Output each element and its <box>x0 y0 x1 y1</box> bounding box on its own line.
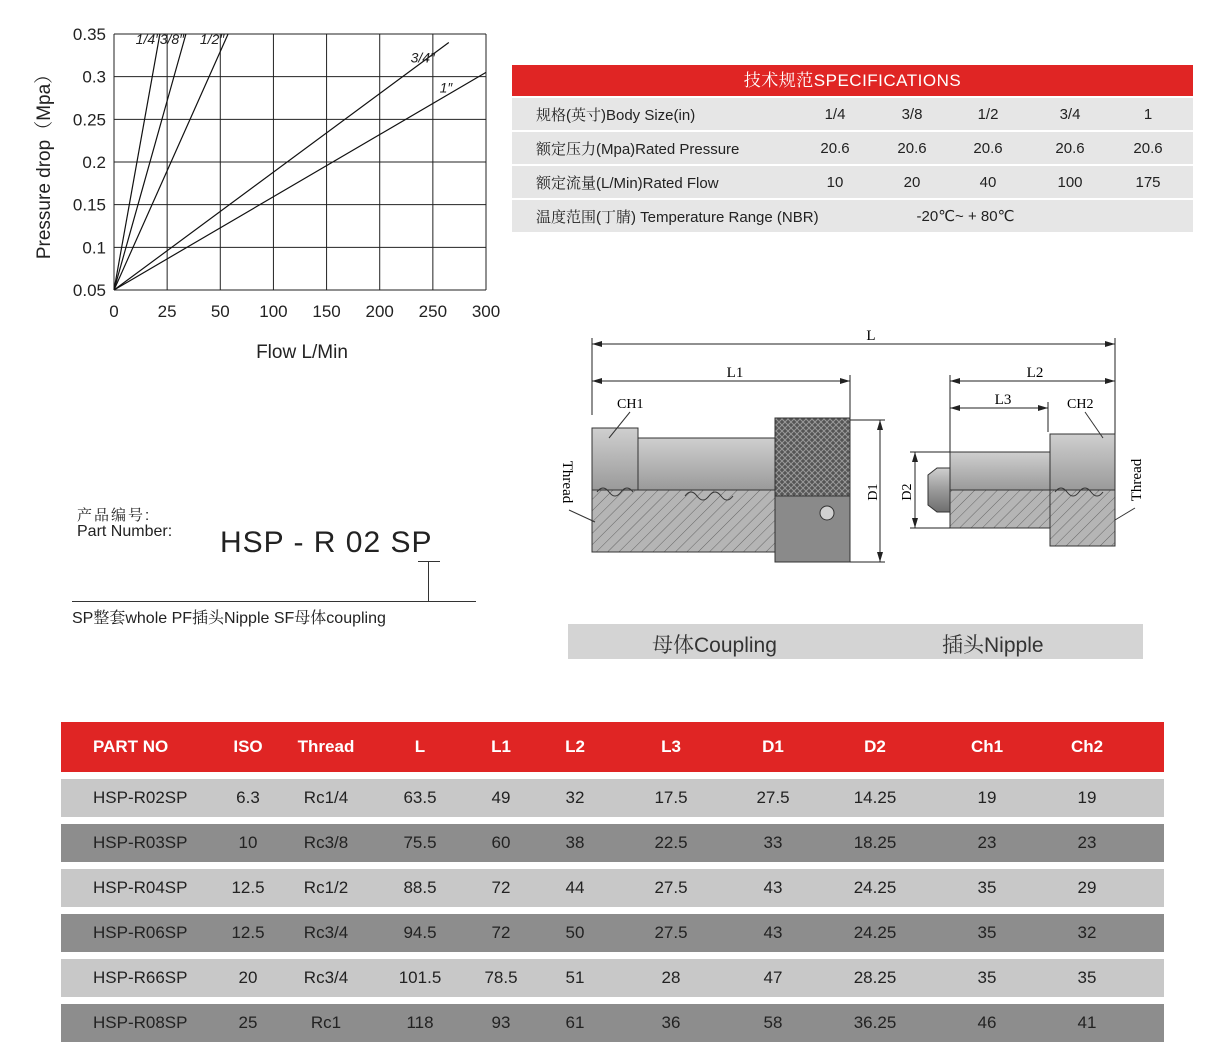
spec-temp-label: 温度范围(丁腈) Temperature Range (NBR) <box>536 208 819 226</box>
table-cell: 19 <box>1077 788 1097 807</box>
y-tick-label: 0.1 <box>82 238 106 258</box>
code-divider-line <box>72 601 476 602</box>
series-label: 1″ <box>439 79 453 96</box>
spec-value: 175 <box>1135 173 1161 191</box>
table-cell: 29 <box>1077 878 1097 897</box>
y-tick-label: 0.35 <box>72 25 106 44</box>
header-cell: D2 <box>864 737 886 756</box>
code-pointer-line <box>428 561 429 601</box>
drawing-svg <box>545 320 1165 590</box>
table-cell: Rc1/2 <box>303 878 349 897</box>
table-row <box>61 914 1164 952</box>
table-cell: 50 <box>565 923 585 942</box>
dim-L-label: L <box>866 328 876 344</box>
spec-value: 1 <box>1143 105 1153 123</box>
table-cell: 24.25 <box>853 923 897 942</box>
coupling-body <box>592 397 850 562</box>
parts-table-header <box>61 722 1164 772</box>
table-cell: 32 <box>565 788 585 807</box>
table-cell: 14.25 <box>853 788 897 807</box>
spec-row-temperature <box>512 200 1193 232</box>
header-cell: L <box>414 737 426 756</box>
series-label: 1/4″ <box>135 31 161 47</box>
table-cell: 78.5 <box>484 968 518 987</box>
x-tick-label: 300 <box>471 302 501 321</box>
spec-row <box>512 132 1193 164</box>
series-label: 1/2″ <box>199 31 225 47</box>
table-cell: 43 <box>763 923 783 942</box>
series-label: 3/8″ <box>159 31 185 47</box>
spec-value: 20.6 <box>897 139 927 157</box>
dim-L2-label: L2 <box>1026 365 1044 381</box>
spec-value: 100 <box>1057 173 1083 191</box>
caption-coupling: 母体Coupling <box>652 634 777 657</box>
thread-label-left: Thread <box>559 460 575 504</box>
table-cell: 25 <box>238 1013 258 1032</box>
series-line <box>114 43 449 290</box>
part-no-cell: HSP-R06SP <box>93 923 188 942</box>
part-no-cell: HSP-R04SP <box>93 878 188 897</box>
x-tick-label: 25 <box>157 302 177 321</box>
table-cell: Rc3/4 <box>303 968 349 987</box>
table-cell: Rc1 <box>310 1013 342 1032</box>
header-cell: D1 <box>762 737 784 756</box>
table-cell: 94.5 <box>403 923 437 942</box>
table-row <box>61 869 1164 907</box>
parts-table <box>61 722 1164 1042</box>
table-cell: 27.5 <box>654 923 688 942</box>
part-number-suffix-legend: SP整套whole PF插头Nipple SF母体coupling <box>72 610 386 627</box>
spec-row-label: 额定流量(L/Min)Rated Flow <box>536 174 719 192</box>
dim-D1 <box>850 420 885 562</box>
spec-row-label: 额定压力(Mpa)Rated Pressure <box>536 140 740 158</box>
x-tick-label: 250 <box>418 302 448 321</box>
dim-L1-label: L1 <box>726 365 744 381</box>
table-cell: 22.5 <box>654 833 688 852</box>
spec-title: 技术规范SPECIFICATIONS <box>512 65 1193 96</box>
chart-svg <box>0 0 520 380</box>
table-cell: 6.3 <box>236 788 260 807</box>
spec-row-label: 规格(英寸)Body Size(in) <box>536 106 696 124</box>
caption-nipple: 插头Nipple <box>942 634 1044 657</box>
part-no-cell: HSP-R02SP <box>93 788 188 807</box>
y-tick-label: 0.15 <box>72 195 106 215</box>
table-cell: 41 <box>1077 1013 1097 1032</box>
thread-label-right: Thread <box>1129 458 1145 502</box>
x-axis-label: Flow L/Min <box>256 342 348 363</box>
table-cell: 101.5 <box>398 968 442 987</box>
code-tick <box>418 561 440 562</box>
header-cell: Ch1 <box>970 737 1004 756</box>
table-row <box>61 779 1164 817</box>
dim-L3 <box>950 392 1048 432</box>
x-tick-label: 100 <box>259 302 288 321</box>
ch2-label: CH2 <box>1067 397 1094 412</box>
table-cell: 28 <box>661 968 681 987</box>
y-axis-label: Pressure drop（Mpa） <box>34 64 55 260</box>
table-row <box>61 824 1164 862</box>
part-no-cell: HSP-R66SP <box>93 968 188 987</box>
table-cell: 27.5 <box>756 788 790 807</box>
table-row <box>61 959 1164 997</box>
table-cell: Rc3/4 <box>303 923 349 942</box>
table-cell: 24.25 <box>853 878 897 897</box>
spec-value: 1/4 <box>824 105 846 123</box>
table-cell: 12.5 <box>231 923 265 942</box>
series-line <box>114 72 486 290</box>
spec-value: 10 <box>826 173 844 191</box>
table-cell: 17.5 <box>654 788 688 807</box>
table-cell: 72 <box>491 923 511 942</box>
table-cell: 75.5 <box>403 833 437 852</box>
table-cell: 35 <box>977 878 997 897</box>
part-number-label-en: Part Number: <box>77 523 173 540</box>
header-cell: ISO <box>233 737 263 756</box>
table-cell: 35 <box>977 923 997 942</box>
spec-value: 20.6 <box>820 139 850 157</box>
specifications-table <box>512 65 1193 232</box>
table-cell: 93 <box>491 1013 511 1032</box>
table-cell: 61 <box>565 1013 585 1032</box>
table-cell: 36.25 <box>853 1013 897 1032</box>
spec-value: 20.6 <box>1055 139 1085 157</box>
x-tick-label: 150 <box>312 302 341 321</box>
x-tick-label: 0 <box>109 302 119 321</box>
nipple-body <box>928 397 1115 546</box>
table-cell: 44 <box>565 878 585 897</box>
part-number-legend <box>72 500 492 630</box>
table-cell: 35 <box>977 968 997 987</box>
spec-value: 20.6 <box>1133 139 1163 157</box>
table-cell: 47 <box>763 968 783 987</box>
dim-D1-label: D1 <box>866 483 881 501</box>
spec-row <box>512 98 1193 130</box>
series-label: 3/4″ <box>410 49 436 66</box>
table-cell: 38 <box>565 833 585 852</box>
y-tick-label: 0.3 <box>82 67 106 87</box>
part-number-label-cn: 产品编号: <box>77 507 152 524</box>
header-cell: PART NO <box>93 737 169 756</box>
coupling-drawing <box>545 320 1165 590</box>
header-cell: L1 <box>491 737 511 756</box>
table-cell: 19 <box>977 788 997 807</box>
table-cell: 35 <box>1077 968 1097 987</box>
pressure-drop-chart <box>0 0 520 380</box>
table-cell: 12.5 <box>231 878 265 897</box>
table-cell: 10 <box>238 833 258 852</box>
table-cell: 33 <box>763 833 783 852</box>
table-row <box>61 1004 1164 1042</box>
table-cell: 60 <box>491 833 511 852</box>
table-cell: Rc3/8 <box>303 833 349 852</box>
spec-value: 20.6 <box>973 139 1003 157</box>
spec-value: 3/4 <box>1059 105 1081 123</box>
table-cell: 118 <box>406 1013 434 1032</box>
spec-value: 20 <box>903 173 921 191</box>
table-cell: 36 <box>661 1013 681 1032</box>
y-tick-label: 0.2 <box>82 153 106 172</box>
table-cell: 32 <box>1077 923 1097 942</box>
spec-value: 1/2 <box>977 105 999 123</box>
table-cell: 88.5 <box>403 878 437 897</box>
dim-D2-label: D2 <box>900 483 915 501</box>
part-no-cell: HSP-R03SP <box>93 833 188 852</box>
dim-L3-label: L3 <box>994 392 1012 408</box>
table-cell: 63.5 <box>403 788 437 807</box>
table-cell: 72 <box>491 878 511 897</box>
table-cell: 20 <box>238 968 258 987</box>
table-cell: 51 <box>565 968 585 987</box>
table-cell: 18.25 <box>853 833 897 852</box>
ch1-label: CH1 <box>617 397 644 412</box>
table-cell: 46 <box>977 1013 997 1032</box>
header-cell: L3 <box>661 737 681 756</box>
table-cell: 28.25 <box>853 968 897 987</box>
table-cell: 23 <box>977 833 997 852</box>
drawing-caption-bar <box>568 624 1143 659</box>
spec-temp-value: -20℃~ + 80℃ <box>916 208 1015 225</box>
table-cell: 27.5 <box>654 878 688 897</box>
table-cell: 58 <box>763 1013 783 1032</box>
header-cell: L2 <box>565 737 585 756</box>
spec-value: 3/8 <box>901 105 923 123</box>
header-cell: Thread <box>297 737 355 756</box>
table-cell: 49 <box>491 788 511 807</box>
spec-row <box>512 166 1193 198</box>
x-tick-label: 50 <box>210 302 230 321</box>
part-number-code: HSP - R 02 SP <box>220 526 433 559</box>
part-no-cell: HSP-R08SP <box>93 1013 188 1032</box>
y-tick-label: 0.05 <box>72 281 106 300</box>
y-tick-label: 0.25 <box>72 110 106 130</box>
table-cell: 43 <box>763 878 783 897</box>
header-cell: Ch2 <box>1070 737 1104 756</box>
table-cell: Rc1/4 <box>303 788 349 807</box>
spec-value: 40 <box>979 173 997 191</box>
table-cell: 23 <box>1077 833 1097 852</box>
x-tick-label: 200 <box>365 302 394 321</box>
